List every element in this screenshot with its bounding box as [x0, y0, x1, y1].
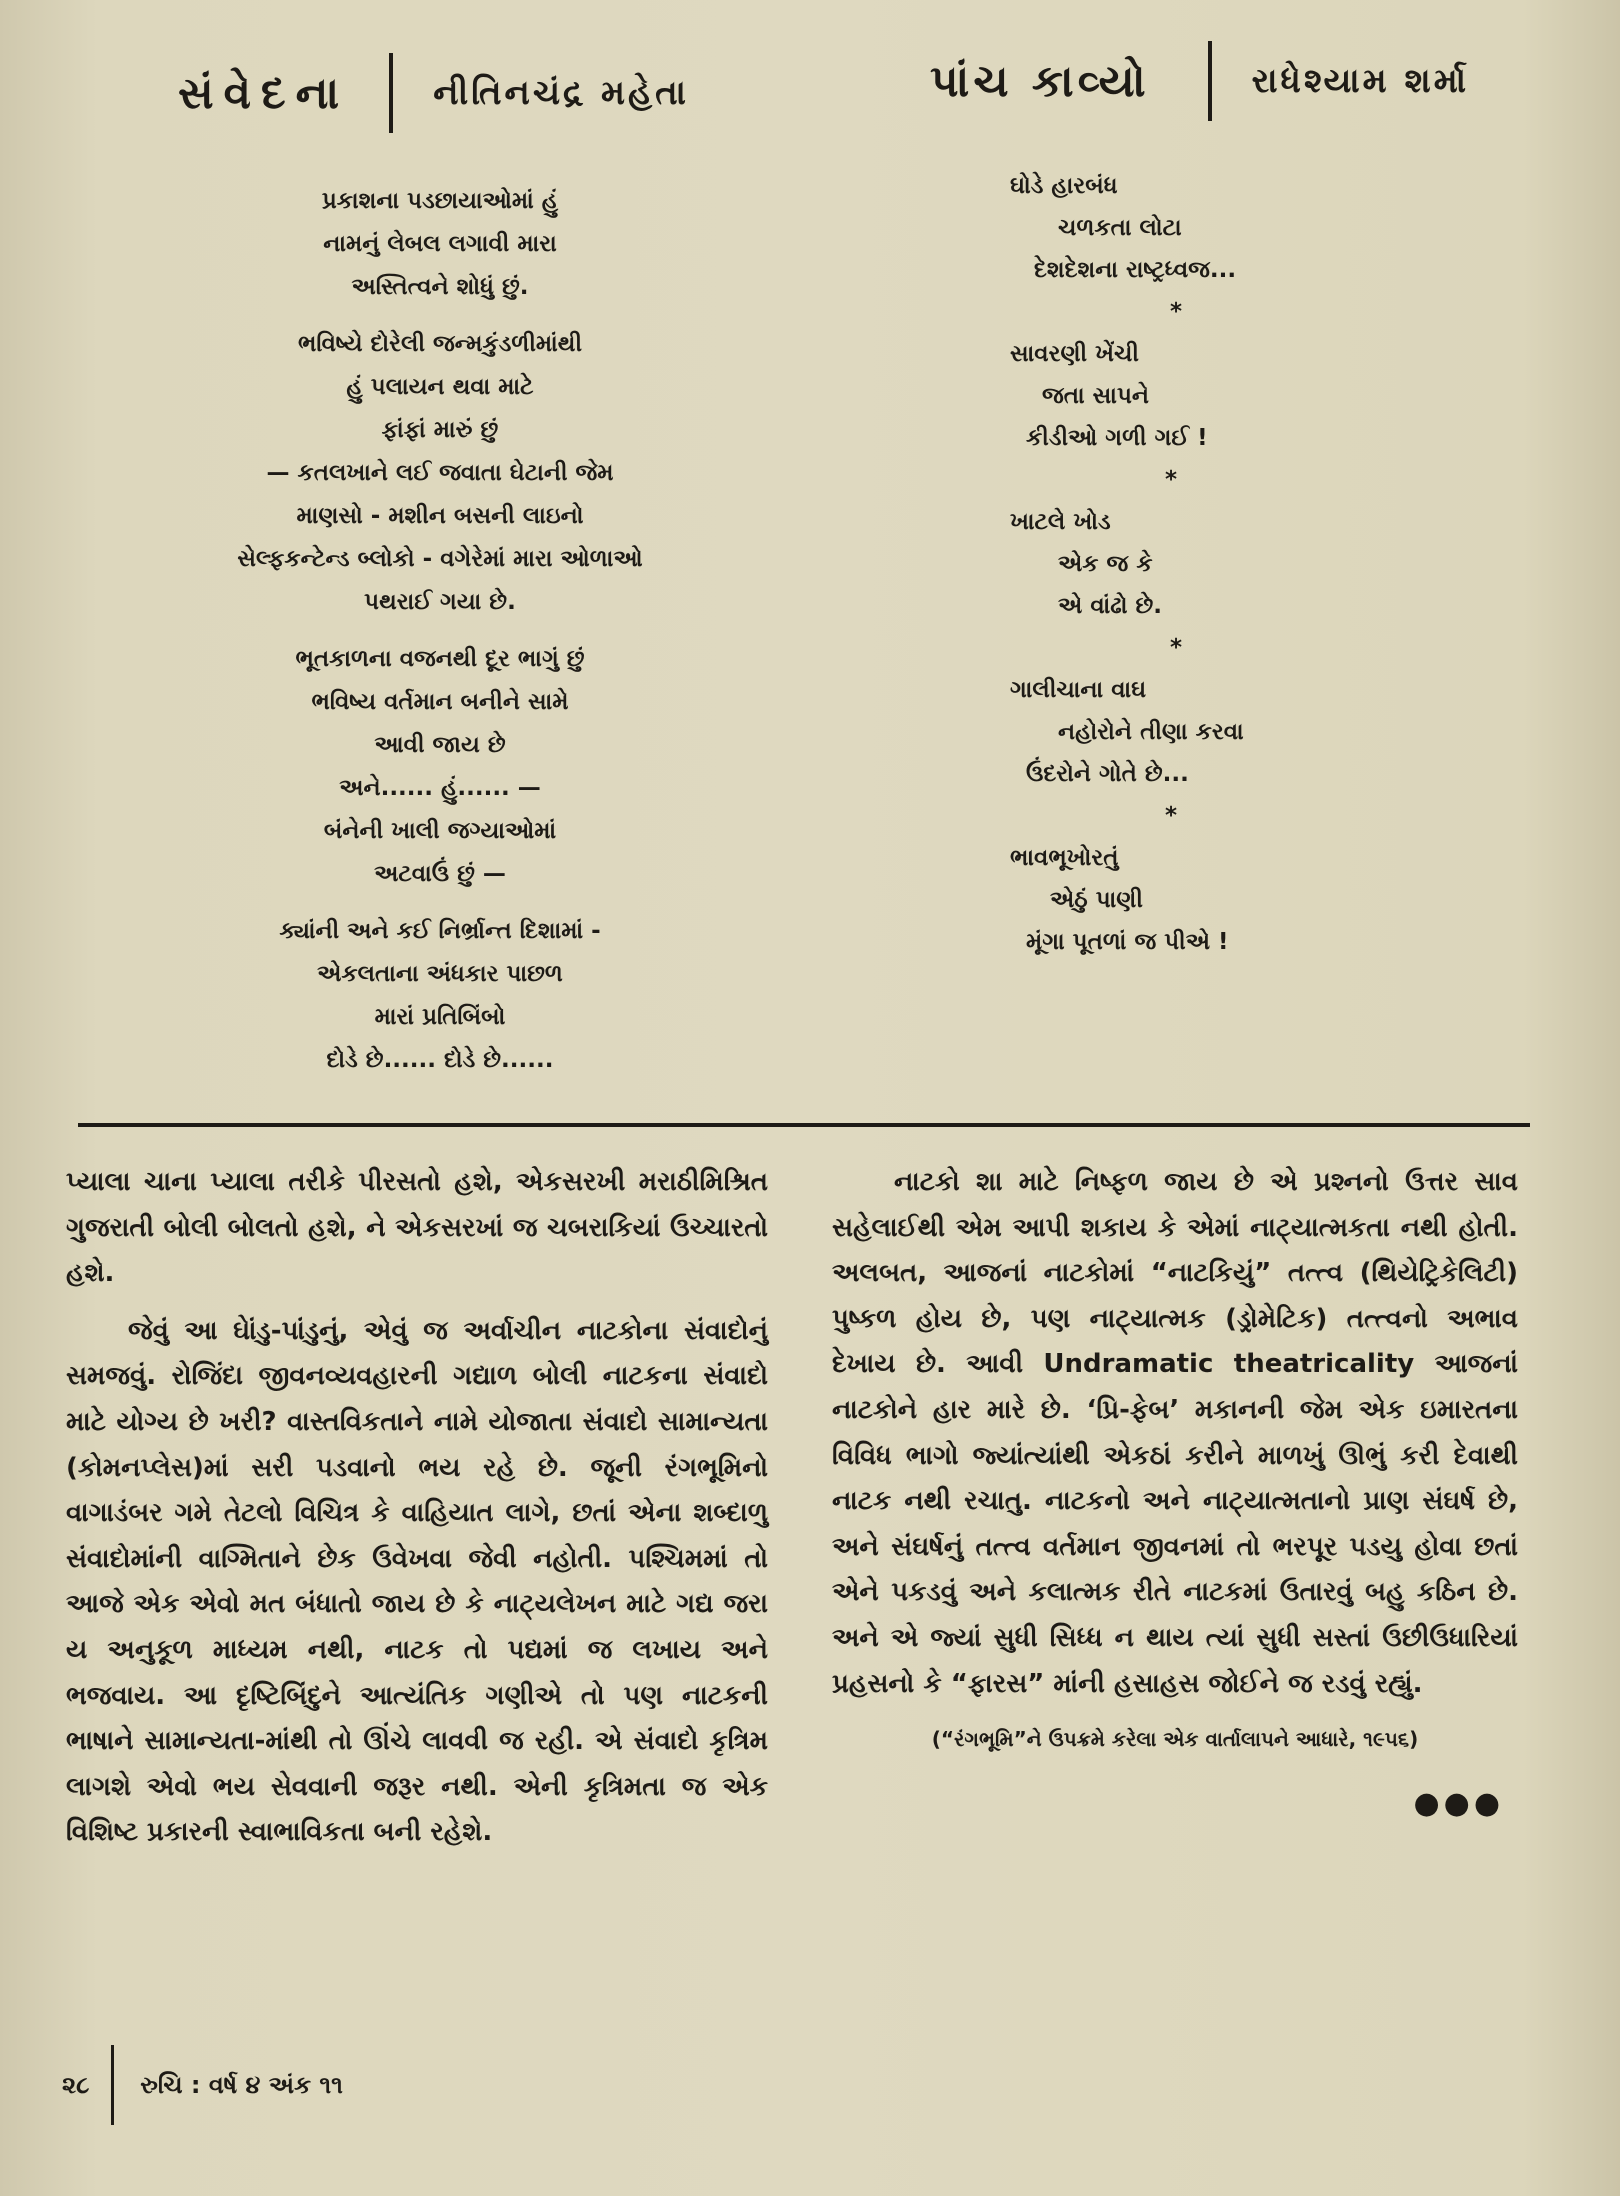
poem-line: એઠું પાણી: [1010, 887, 1143, 913]
poem-line: અને...... હું...... —: [339, 775, 541, 801]
poem-line: પ્રકાશના પડછાયાઓમાં હું: [321, 188, 559, 214]
poem-line: ફાંફાં મારું છું: [381, 417, 499, 443]
source-note: (“રંગભૂમિ”ને ઉપક્રમે કરેલા એક વાર્તાલાપને આધારે, ૧૯૫૬): [931, 1727, 1419, 1752]
header-divider: [1208, 41, 1212, 121]
poem-line: માણસો - મશીન બસની લાઇનો: [296, 503, 584, 529]
poem-line: નામનું લેબલ લગાવી મારા: [323, 231, 557, 257]
poem-line: ક્યાંની અને કઈ નિર્ભ્રાન્ત દિશામાં -: [279, 918, 601, 944]
prose-paragraph: નાટકો શા માટે નિષ્ફળ જાય છે એ પ્રશ્નનો ઉત્તર સાવ સહેલાઈથી એમ આપી શકાય કે એમાં નાટ્યાત્મકતા નથી હોતી. અલબત, આજનાં નાટકોમાં “નાટકિયું” તત્ત્વ (થિયેટ્રિકેલિટી) પુષ્કળ હોય છે, પણ નાટ્યાત્મક (ડ્રોમેટિક) તત્ત્વનો અભાવ દેખાય છે. આવી Undramatic theatricality આજનાં નાટકોને હાર મારે છે. ‘પ્રિ-ફેબ’ મકાનની જેમ એક ઇમારતના વિવિધ ભાગો જ્યાંત્યાંથી એકઠાં કરીને માળખું ઊભું કરી દેવાથી નાટક નથી રચાતુ. નાટકનો અને નાટ્યાત્મતાનો પ્રાણ સંઘર્ષ છે, અને સંઘર્ષનું તત્ત્વ વર્તમાન જીવનમાં તો ભરપૂર પડયુ હોવા છતાં એને પકડવું અને કલાત્મક રીતે નાટકમાં ઉતારવું બહુ કઠિન છે. અને એ જ્યાં સુધી સિધ્ધ ન થાય ત્યાં સુધી સસ્તાં ઉછીઉધારિયાં પ્રહસનો કે “ફારસ” માંની હસાહસ જોઈને જ રડવું રહ્યું.: [832, 1167, 1518, 1699]
page-footer: [62, 2040, 343, 2130]
prose-paragraph: જેવું આ ઘેાંડુ-પાંડુનું, એવું જ અર્વાચીન નાટકોના સંવાદોનું સમજવું. રોજિંદા જીવનવ્યવહારની ગદ્યાળ બોલી નાટકના સંવાદો માટે યોગ્ય છે ખરી? વાસ્તવિકતાને નામે યોજાતા સંવાદો સામાન્યતા (કોમનપ્લેસ)માં સરી પડવાનો ભય રહે છે. જૂની રંગભૂમિનો વાગાડંબર ગમે તેટલો વિચિત્ર કે વાહિયાત લાગે, છતાં એના શબ્દાળુ સંવાદોમાંની વાગ્મિતાને છેક ઉવેખવા જેવી નહોતી. પશ્ચિમમાં તો આજે એક એવો મત બંધાતો જાય છે કે નાટ્યલેખન માટે ગદ્ય જરા ય અનુકૂળ માધ્યમ નથી, નાટક તો પદ્યમાં જ લખાય અને ભજવાય. આ દૃષ્ટિબિંદુને આત્યંતિક ગણીએ તો પણ નાટકની ભાષાને સામાન્યતા-માંથી તો ઊંચે લાવવી જ રહી. એ સંવાદો કૃત્રિમ લાગશે એવો ભય સેવવાની જરૂર નથી. એની કૃત્રિમતા જ એક વિશિષ્ટ પ્રકારની સ્વાભાવિકતા બની રહેશે.: [66, 1315, 768, 1848]
stanza-asterisk: *: [1165, 803, 1178, 829]
left-poem-author: નીતિનચંદ્ર મહેતા: [433, 73, 690, 113]
poem-line: ભવિષ્યે દોરેલી જન્મકુંડળીમાંથી: [297, 331, 583, 357]
poem-line: પથરાઈ ગયા છે.: [364, 589, 516, 615]
poem-line: કીડીઓ ગળી ગઈ !: [1010, 425, 1208, 451]
poem-line: બંનેની ખાલી જગ્યાઓમાં: [323, 818, 557, 844]
poem-line: અસ્તિત્વને શોધું છું.: [351, 274, 529, 300]
left-prose-column: [66, 1160, 768, 1856]
poem-line: ઘોડે હારબંધ: [1010, 173, 1118, 199]
page-number: ૨૮: [62, 2071, 90, 2099]
poem-line: સાવરણી ખેંચી: [1010, 341, 1140, 367]
poem-line: ખાટલે ખોડ: [1010, 509, 1111, 535]
poem-line: એકલતાના અંધકાર પાછળ: [317, 961, 563, 987]
left-poem-title: સંવેદના: [178, 67, 350, 119]
poem-line: એક જ કે: [1010, 551, 1153, 577]
poem-line: જતા સાપને: [1010, 383, 1150, 409]
stanza-asterisk: *: [1170, 635, 1183, 661]
poem-line: એ વાંઢો છે.: [1010, 593, 1162, 619]
magazine-issue: રુચિ : વર્ષ ૪ અંક ૧૧: [140, 2071, 343, 2099]
left-poem-header: [178, 48, 689, 138]
footer-divider: [111, 2045, 114, 2125]
poem-line: સેલ્ફકન્ટેન્ડ બ્લોકો - વગેરેમાં મારા ઓળાઓ: [237, 546, 643, 572]
stanza-gap: [160, 896, 720, 910]
poem-line: દોડે છે...... દોડે છે......: [326, 1047, 554, 1073]
right-poem-author: રાધેશ્યામ શર્મા: [1251, 61, 1470, 101]
header-divider: [389, 53, 393, 133]
poem-line: આવી જાય છે: [374, 732, 506, 758]
poem-line: ગાલીચાના વાઘ: [1010, 677, 1147, 703]
prose-paragraph: પ્યાલા ચાના પ્યાલા તરીકે પીરસતો હશે, એકસરખી મરાઠીમિશ્રિત ગુજરાતી બોલી બોલતો હશે, ને એકસરખાં જ ચબરાકિયાં ઉચ્ચારતો હશે.: [66, 1167, 768, 1289]
stanza-asterisk: *: [1170, 299, 1183, 325]
poem-line: ચળકતા લોટા: [1010, 215, 1182, 241]
right-poem-header: [930, 36, 1469, 126]
right-poem-title: પાંચ કાવ્યો: [930, 55, 1150, 107]
left-poem-body: [160, 180, 720, 1082]
horizontal-rule: [78, 1123, 1530, 1127]
right-prose-column: [832, 1160, 1518, 1826]
end-mark: ●●●: [1413, 1785, 1504, 1821]
stanza-asterisk: *: [1165, 467, 1178, 493]
stanza-gap: [160, 624, 720, 638]
poem-line: અટવાઉં છું —: [374, 861, 506, 887]
poem-line: ભૂતકાળના વજનથી દૂર ભાગું છું: [295, 646, 585, 672]
stanza-gap: [160, 309, 720, 323]
poem-line: ભાવભૂખોરતું: [1010, 845, 1119, 871]
poem-line: — કતલખાને લઈ જવાતા ઘેટાની જેમ: [266, 460, 614, 486]
poem-line: હું પલાયન થવા માટે: [346, 374, 534, 400]
poem-line: ઉંદરોને ગોતે છે...: [1010, 761, 1189, 787]
poem-line: મારાં પ્રતિબિંબો: [374, 1004, 506, 1030]
poem-line: મૂંગા પૂતળાં જ પીએ !: [1010, 929, 1229, 955]
poem-line: નહોરોને તીણા કરવા: [1010, 719, 1244, 745]
poem-line: દેશદેશના રાષ્ટ્રધ્વજ...: [1010, 257, 1237, 283]
right-poem-body: [1010, 165, 1490, 963]
poem-line: ભવિષ્ય વર્તમાન બનીને સામે: [311, 689, 569, 715]
